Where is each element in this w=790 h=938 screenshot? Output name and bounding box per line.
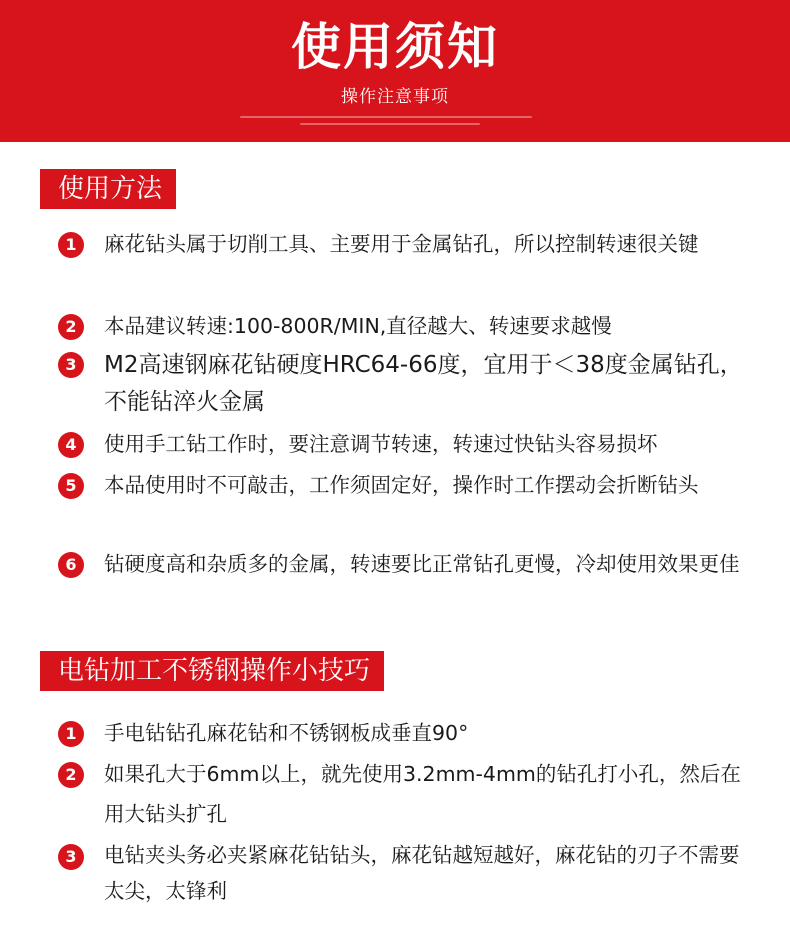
number-badge: 6 xyxy=(58,552,84,578)
list-item xyxy=(58,758,758,834)
section-heading-tips: 电钻加工不锈钢操作小技巧 xyxy=(40,651,384,691)
list-item xyxy=(58,429,758,459)
number-badge: 2 xyxy=(58,762,84,788)
section-heading-usage: 使用方法 xyxy=(40,169,176,209)
list-item xyxy=(58,347,758,421)
number-badge: 2 xyxy=(58,314,84,340)
list-item xyxy=(58,548,758,584)
list-item xyxy=(58,840,758,909)
item-text: 麻花钻头属于切削工具、主要用于金属钻孔，所以控制转速很关键 xyxy=(104,232,699,256)
item-text: 本品使用时不可敲击，工作须固定好，操作时工作摆动会折断钻头 xyxy=(104,473,699,497)
item-text: 手电钻钻孔麻花钻和不锈钢板成垂直90° xyxy=(104,721,469,745)
page-subtitle: 操作注意事项 xyxy=(341,87,449,107)
list-item xyxy=(58,228,758,264)
number-badge: 4 xyxy=(58,432,84,458)
number-badge: 5 xyxy=(58,473,84,499)
number-badge: 1 xyxy=(58,721,84,747)
item-text: 钻硬度高和杂质多的金属，转速要比正常钻孔更慢，冷却使用效果更佳 xyxy=(104,552,740,576)
page-title: 使用须知 xyxy=(291,18,499,76)
item-text: M2高速钢麻花钻硬度HRC64-66度，宜用于＜38度金属钻孔，不能钻淬火金属 xyxy=(104,352,743,415)
list-item xyxy=(58,311,758,341)
header-banner xyxy=(0,0,790,142)
list-item xyxy=(58,469,758,505)
item-text: 电钻夹头务必夹紧麻花钻钻头，麻花钻越短越好，麻花钻的刃子不需要太尖，太锋利 xyxy=(104,843,740,903)
item-text: 本品建议转速:100-800R/MIN,直径越大、转速要求越慢 xyxy=(104,314,612,338)
decorative-microtext xyxy=(240,114,550,130)
item-text: 如果孔大于6mm以上，就先使用3.2mm-4mm的钻孔打小孔，然后在用大钻头扩孔 xyxy=(104,762,741,826)
item-text: 使用手工钻工作时，要注意调节转速，转速过快钻头容易损坏 xyxy=(104,432,658,456)
list-item xyxy=(58,718,758,748)
number-badge: 3 xyxy=(58,352,84,378)
number-badge: 1 xyxy=(58,232,84,258)
number-badge: 3 xyxy=(58,844,84,870)
